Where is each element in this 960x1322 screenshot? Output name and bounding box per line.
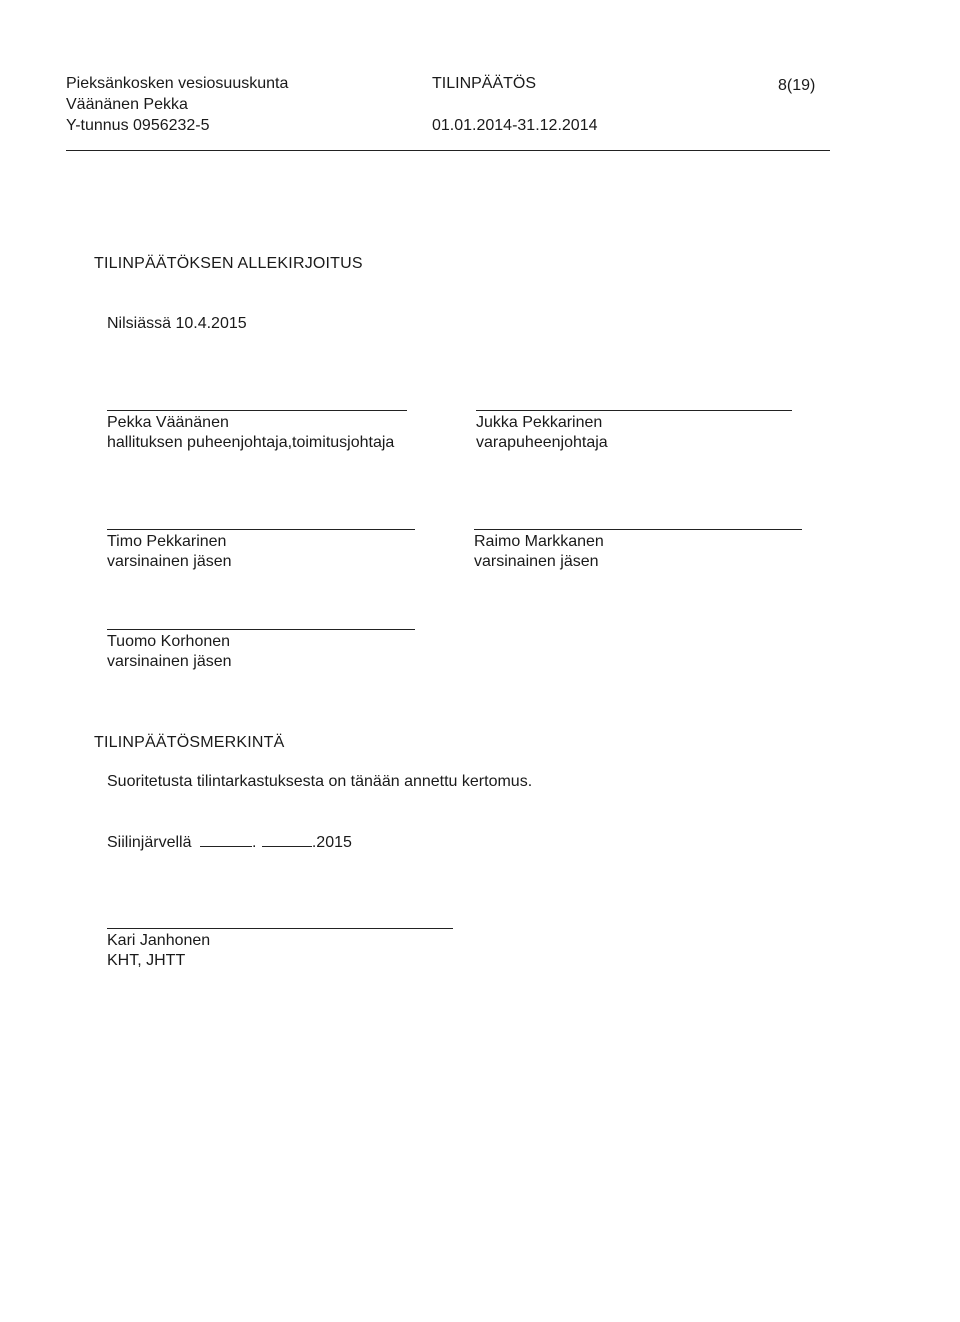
audit-place-date xyxy=(107,832,352,853)
signature-block xyxy=(474,529,802,572)
document-title: TILINPÄÄTÖS xyxy=(432,75,537,92)
signature-line xyxy=(107,928,453,929)
auditor-signature-block xyxy=(107,928,453,971)
signature-line xyxy=(107,629,415,630)
header-divider xyxy=(66,150,830,151)
day-blank xyxy=(200,832,252,847)
signatory-name: Raimo Markkanen xyxy=(474,533,604,550)
person-name: Väänänen Pekka xyxy=(66,96,188,113)
auditor-name: Kari Janhonen xyxy=(107,932,211,949)
signatory-role: varapuheenjohtaja xyxy=(476,434,608,451)
signatory-role: varsinainen jäsen xyxy=(107,653,232,670)
signatory-name: Timo Pekkarinen xyxy=(107,533,227,550)
audit-year: .2015 xyxy=(311,834,352,851)
signature-block xyxy=(107,629,415,672)
signature-line xyxy=(474,529,802,530)
signature-line xyxy=(107,410,407,411)
page-number: 8(19) xyxy=(778,77,816,94)
signatory-name: Jukka Pekkarinen xyxy=(476,414,603,431)
signature-line xyxy=(107,529,415,530)
signing-heading: TILINPÄÄTÖKSEN ALLEKIRJOITUS xyxy=(94,255,363,272)
signatory-role: varsinainen jäsen xyxy=(107,553,232,570)
signatory-name: Tuomo Korhonen xyxy=(107,633,231,650)
company-name: Pieksänkosken vesiosuuskunta xyxy=(66,75,289,92)
audit-heading: TILINPÄÄTÖSMERKINTÄ xyxy=(94,734,285,751)
signatory-role: varsinainen jäsen xyxy=(474,553,599,570)
month-blank xyxy=(262,832,312,847)
date-separator: . xyxy=(251,834,257,851)
signatory-name: Pekka Väänänen xyxy=(107,414,229,431)
signature-line xyxy=(476,410,792,411)
signatory-role: hallituksen puheenjohtaja,toimitusjohtaja xyxy=(107,434,395,451)
signature-block xyxy=(107,529,415,572)
business-id: Y-tunnus 0956232-5 xyxy=(66,117,210,134)
audit-statement: Suoritetusta tilintarkastuksesta on tänään annettu kertomus. xyxy=(107,773,533,790)
fiscal-period: 01.01.2014-31.12.2014 xyxy=(432,117,598,134)
audit-place: Siilinjärvellä xyxy=(107,834,192,851)
place-date: Nilsiässä 10.4.2015 xyxy=(107,315,247,332)
signature-block xyxy=(476,410,792,453)
signature-block xyxy=(107,410,407,453)
auditor-title: KHT, JHTT xyxy=(107,952,186,969)
